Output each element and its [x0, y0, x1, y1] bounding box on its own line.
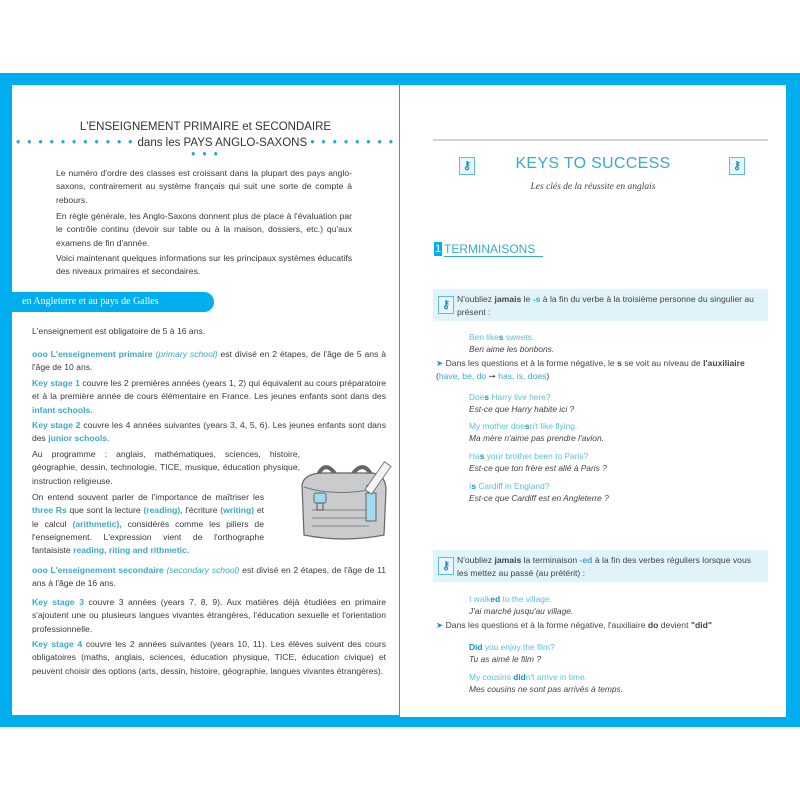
- rule-auxiliary: l'auxiliaire: [703, 358, 745, 368]
- three-rs-text: considérés comme les piliers de l'enseignement. L'expression vient de l'orthographe fantaisiste: [32, 518, 264, 556]
- ex-part: Ha: [469, 451, 480, 461]
- three-rs-text: l'écriture: [185, 505, 218, 516]
- ex-ending: Did: [469, 642, 483, 652]
- ex-part: Harry live here?: [489, 392, 551, 402]
- three-rs-text: On entend souvent parler de l'importance de maîtriser les: [32, 492, 264, 502]
- example-en: [469, 392, 551, 402]
- tip-ending: -ed: [579, 555, 593, 565]
- ks2-term: junior schools.: [48, 433, 110, 444]
- arithmetic-term: (arithmetic),: [72, 518, 122, 529]
- ks4-text: couvre les 2 années suivantes (years 10, 11). Les élèves suivent des cours obligatoires (maths, anglais, sciences, éducation physique, TICE, éducation civique) et peuvent choisir des options (arts, dessin, histoire, géographie, langues vivantes étrangères).: [32, 639, 387, 676]
- right-page: [400, 85, 786, 717]
- ks3-text: couvre 3 années (years 7, 8, 9). Aux matières déjà étudiées en primaire s'ajoutent une ou plusieurs langues vivantes étrangères, l'éducation sexuelle et l'orientation professionnelle.: [32, 597, 387, 634]
- keys-subtitle: Les clés de la réussite en anglais: [530, 182, 656, 192]
- three-rs-paragraph: [32, 491, 264, 557]
- intro-paragraph-2: En règle générale, les Anglo-Saxons donnent plus de place à l'évaluation par le contrôle continu (devoir sur table ou à la maison, dossiers, etc.) qu'aux examens de fin d'année.: [56, 211, 352, 248]
- three-rs-text: et le calcul: [32, 505, 265, 529]
- reading-term: (reading),: [143, 505, 183, 516]
- intro-paragraph-1: Le numéro d'ordre des classes est croissant dans la plupart des pays anglo-saxons, contrairement au système français qui suit une sorte de compte à rebours.: [56, 168, 352, 205]
- ks1-text: couvre les 2 premières années (years 1, 2) qui équivalent au cours préparatoire et à la première année de cours élémentaire en France. Les jeunes enfants sont dans des: [32, 378, 386, 402]
- ex-ending: s: [471, 481, 476, 491]
- intro-paragraph-3: Voici maintenant quelques informations sur les principaux systèmes éducatifs des niveaux primaires et secondaires.: [56, 253, 352, 277]
- paren: (: [436, 371, 439, 381]
- right-arrow-icon: ➞: [488, 371, 496, 381]
- example-en: [469, 672, 587, 682]
- example-fr: Est-ce que ton frère est allé à Paris ?: [469, 463, 607, 473]
- secondary-paragraph: [32, 564, 386, 591]
- example-fr: Est-ce que Harry habite ici ?: [469, 404, 575, 414]
- tip-text: N'oubliez: [457, 555, 493, 565]
- rrr-term: reading, riting and rithmetic.: [73, 545, 190, 556]
- rule-did: "did": [690, 620, 712, 630]
- left-title-line1: L'ENSEIGNEMENT PRIMAIRE et SECONDAIRE: [79, 121, 332, 133]
- left-page: [12, 85, 399, 715]
- rule-to: has, is, does: [498, 371, 547, 381]
- primary-heading: L'enseignement primaire: [50, 349, 153, 359]
- ex-part: Cardiff in England?: [476, 481, 550, 491]
- three-rs-term: three Rs: [32, 505, 67, 516]
- title-dots-right: • • • • • • • • • • •: [191, 137, 395, 161]
- writing-term: (writing): [220, 505, 255, 516]
- paren: ): [546, 371, 550, 381]
- tip-box-1: [433, 289, 768, 321]
- ex-ending: ed: [490, 594, 501, 604]
- rule-from: have, be, do: [438, 371, 487, 381]
- rule-text: devient: [660, 620, 689, 630]
- example-fr: J'ai marché jusqu'au village.: [469, 606, 574, 616]
- ks4-label: Key stage 4: [32, 639, 83, 649]
- programme-paragraph: Au programme : anglais, mathématiques, sciences, histoire, géographie, dessin, technologie, TICE, musique, éducation physique, instruction religieuse.: [32, 449, 300, 486]
- ex-part: My cousins: [469, 672, 514, 682]
- ks1-label: Key stage 1: [32, 378, 80, 388]
- tip-text: N'oubliez: [457, 294, 493, 304]
- rule-text: se voit au niveau de: [624, 358, 701, 368]
- ex-part: I: [469, 481, 472, 491]
- title-line2-text: dans les PAYS ANGLO-SAXONS: [137, 137, 308, 149]
- rule-text: Dans les questions et à la forme négative, le: [445, 358, 615, 368]
- rule-do: do: [647, 620, 659, 630]
- tip-emphasis: jamais: [494, 294, 522, 304]
- tip-text: le: [523, 294, 531, 304]
- example-en: [469, 421, 577, 431]
- ex-part: Doe: [469, 392, 485, 402]
- ex-part: Ben like: [469, 332, 499, 342]
- ex-part: My mother doe: [469, 421, 525, 431]
- example-en: [469, 451, 588, 461]
- example-fr: Ma mère n'aime pas prendre l'avion.: [469, 433, 604, 443]
- tip-text: à la fin des verbes réguliers lorsque vous les mettez au passé (au prétérit) :: [457, 555, 752, 578]
- tip-2-text: [457, 554, 762, 580]
- example-fr: Mes cousins ne sont pas arrivés à temps.: [469, 684, 624, 694]
- keys-title: KEYS TO SUCCESS: [515, 155, 671, 172]
- left-title-line2: [12, 137, 399, 161]
- tip-text: la terminaison: [523, 555, 578, 565]
- bullet-icon: ooo: [32, 565, 48, 575]
- title-dots-left: • • • • • • • • • • •: [16, 137, 135, 149]
- ks4-paragraph: [32, 638, 386, 678]
- primary-english: (primary school): [155, 349, 218, 359]
- three-rs-text: que sont la lecture: [69, 505, 141, 516]
- ks3-paragraph: [32, 596, 386, 636]
- ks3-label: Key stage 3: [32, 597, 84, 607]
- example-en: [469, 332, 534, 342]
- key-icon: ⚷: [729, 157, 745, 175]
- rule-1: [436, 357, 770, 383]
- primary-paragraph: [32, 348, 386, 375]
- example-fr: Tu as aimé le film ?: [469, 654, 541, 664]
- example-en: [469, 481, 549, 491]
- primary-text: est divisé en 2 étapes, de l'âge de 5 ans à l'âge de 10 ans.: [32, 349, 387, 373]
- ex-part: I walk: [469, 594, 491, 604]
- ks2-label: Key stage 2: [32, 420, 81, 430]
- ex-part: sweets.: [503, 332, 535, 342]
- tip-text: à la fin du verbe à la troisième personne du singulier au présent :: [457, 294, 754, 317]
- ks2-text: couvre les 4 années suivantes (years 3, 4, 5, 6). Les jeunes enfants sont dans des: [32, 420, 386, 444]
- ks1-paragraph: [32, 377, 386, 417]
- rule-text: Dans les questions et à la forme négative, l'auxiliaire: [445, 620, 646, 630]
- rule-2: [436, 619, 770, 632]
- ex-ending: s: [479, 451, 485, 461]
- ex-ending: did: [513, 672, 526, 682]
- ex-part: you enjoy the film?: [482, 642, 555, 652]
- ex-ending: s: [524, 421, 530, 431]
- region-tab: en Angleterre et au pays de Galles: [12, 292, 214, 312]
- compulsory-text: L'enseignement est obligatoire de 5 à 16 ans.: [32, 326, 206, 336]
- tip-box-2: [433, 550, 768, 582]
- example-fr: Est-ce que Cardiff est en Angleterre ?: [469, 493, 609, 503]
- key-icon: ⚷: [459, 157, 475, 175]
- schoolbag-illustration: [294, 455, 394, 545]
- ex-part: n't arrive in time.: [525, 672, 587, 682]
- ex-ending: s: [498, 332, 504, 342]
- example-en: [469, 642, 555, 652]
- ex-part: your brother been to Paris?: [484, 451, 589, 461]
- tip-ending: -s: [532, 294, 541, 304]
- rule-s: s: [617, 358, 622, 368]
- section-number: 1: [434, 243, 442, 255]
- arrow-icon: ➤: [436, 620, 444, 630]
- ex-ending: s: [484, 392, 490, 402]
- secondary-english: (secondary school): [166, 565, 240, 575]
- example-fr: Ben aime les bonbons.: [469, 344, 555, 354]
- secondary-text: est divisé en 2 étapes, de l'âge de 11 ans à l'âge de 16 ans.: [32, 565, 387, 589]
- tip-1-text: [457, 293, 762, 319]
- divider: [433, 139, 768, 141]
- example-en: [469, 594, 552, 604]
- key-icon: ⚷: [438, 557, 454, 575]
- tip-emphasis: jamais: [494, 555, 522, 565]
- ex-part: n't like flying.: [529, 421, 578, 431]
- arrow-icon: ➤: [436, 358, 444, 368]
- ks2-paragraph: [32, 419, 386, 446]
- secondary-heading: L'enseignement secondaire: [50, 565, 164, 575]
- section-title: TERMINAISONS: [444, 242, 543, 257]
- ex-part: to the village.: [500, 594, 552, 604]
- bullet-icon: ooo: [32, 349, 48, 359]
- key-icon: ⚷: [438, 296, 454, 314]
- ks1-term: infant schools.: [32, 404, 93, 415]
